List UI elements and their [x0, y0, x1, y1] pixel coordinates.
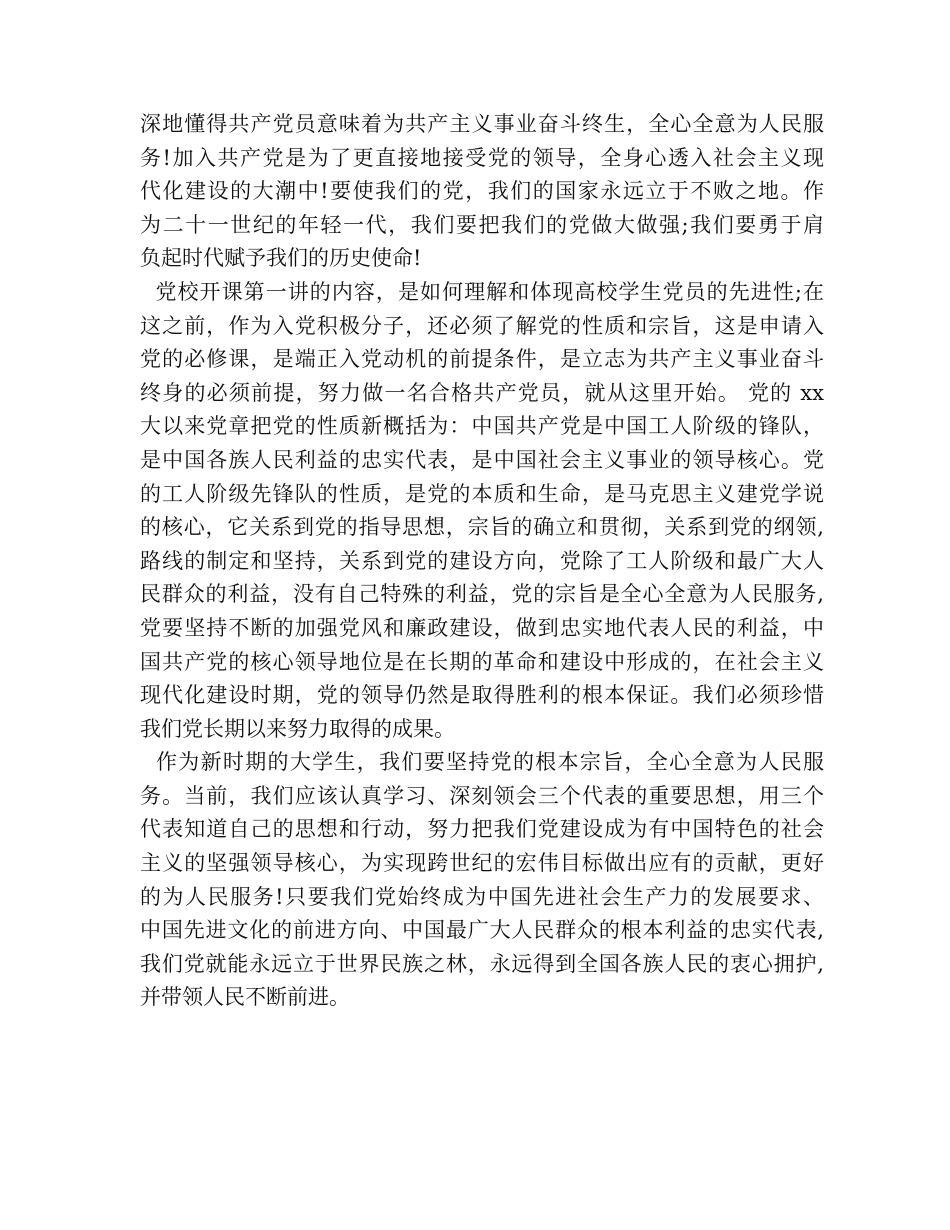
text-line: 的为人民服务!只要我们党始终成为中国先进社会生产力的发展要求、	[140, 884, 824, 909]
text-line: 终身的必须前提，努力做一名合格共产党员，就从这里开始。 党的 xx	[140, 380, 824, 405]
text-line: 党的必修课，是端正入党动机的前提条件，是立志为共产主义事业奋斗	[140, 347, 824, 372]
text-line: 党校开课第一讲的内容，是如何理解和体现高校学生党员的先进性;在	[140, 279, 824, 304]
text-line: 国共产党的核心领导地位是在长期的革命和建设中形成的，在社会主义	[140, 649, 824, 674]
text-line: 大以来党章把党的性质新概括为：中国共产党是中国工人阶级的锋队，	[140, 414, 824, 439]
text-line: 深地懂得共产党员意味着为共产主义事业奋斗终生，全心全意为人民服	[140, 112, 824, 136]
text-line: 中国先进文化的前进方向、中国最广大人民群众的根本利益的忠实代表,	[140, 918, 824, 943]
text-line: 路线的制定和坚持，关系到党的建设方向，党除了工人阶级和最广大人	[140, 548, 824, 573]
text-line: 的工人阶级先锋队的性质，是党的本质和生命，是马克思主义建党学说	[140, 481, 824, 506]
paragraph-2	[140, 276, 824, 746]
paragraph-3	[140, 746, 824, 1015]
text-line: 我们党长期以来努力取得的成果。	[140, 716, 455, 741]
text-line: 党要坚持不断的加强党风和廉政建设，做到忠实地代表人民的利益，中	[140, 615, 824, 640]
text-line: 的核心，它关系到党的指导思想，宗旨的确立和贯彻，关系到党的纲领,	[140, 515, 824, 540]
text-line: 现代化建设时期，党的领导仍然是取得胜利的根本保证。我们必须珍惜	[140, 683, 824, 708]
text-line: 代表知道自己的思想和行动，努力把我们党建设成为有中国特色的社会	[140, 817, 824, 842]
paragraph-1	[140, 108, 824, 276]
text-line: 务。当前，我们应该认真学习、深刻领会三个代表的重要思想，用三个	[140, 783, 824, 808]
text-line: 这之前，作为入党积极分子，还必须了解党的性质和宗旨，这是申请入	[140, 313, 824, 338]
text-line: 代化建设的大潮中!要使我们的党，我们的国家永远立于不败之地。作	[140, 179, 824, 204]
document-body	[140, 108, 824, 1015]
text-line: 民群众的利益，没有自己特殊的利益，党的宗旨是全心全意为人民服务,	[140, 582, 824, 607]
text-line: 并带领人民不断前进。	[140, 985, 350, 1010]
text-line: 务!加入共产党是为了更直接地接受党的领导，全身心透入社会主义现	[140, 145, 824, 170]
text-line: 作为新时期的大学生，我们要坚持党的根本宗旨，全心全意为人民服	[140, 750, 824, 775]
text-line: 负起时代赋予我们的历史使命!	[140, 246, 422, 271]
text-line: 主义的坚强领导核心，为实现跨世纪的宏伟目标做出应有的贡献，更好	[140, 851, 824, 876]
text-line: 我们党就能永远立于世界民族之林，永远得到全国各族人民的衷心拥护,	[140, 951, 824, 976]
text-line: 为二十一世纪的年轻一代，我们要把我们的党做大做强;我们要勇于肩	[140, 212, 824, 237]
text-line: 是中国各族人民利益的忠实代表，是中国社会主义事业的领导核心。党	[140, 447, 824, 472]
